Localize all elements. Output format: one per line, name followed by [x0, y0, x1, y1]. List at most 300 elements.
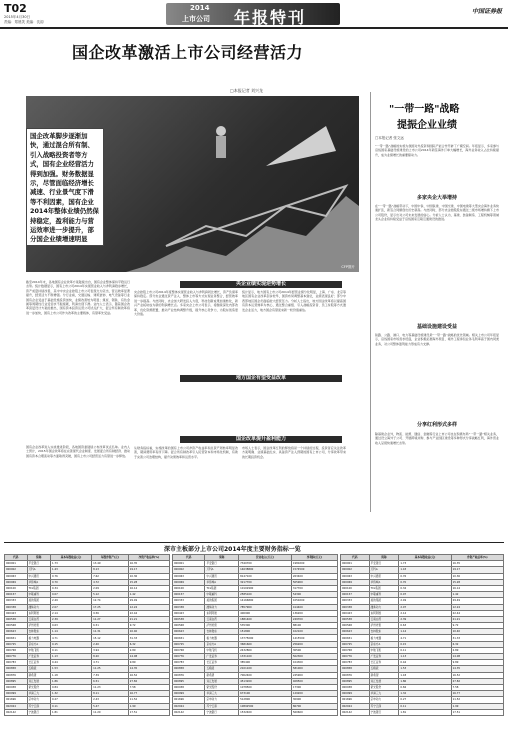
table-cell: 1.81	[399, 709, 451, 715]
col-header: 简称	[369, 555, 399, 561]
table-cell: 30900	[291, 697, 337, 703]
table-cell: 002024	[173, 703, 205, 709]
table-cell: 4.71	[50, 635, 91, 641]
table-cell: 27.82	[451, 678, 503, 684]
section-sub: 上市公司	[182, 15, 210, 23]
table-cell: 000776	[341, 654, 370, 660]
table-cell: 3681600	[239, 641, 292, 647]
table-cell: 000001	[173, 561, 205, 567]
table-cell: 16.35	[451, 561, 503, 567]
table-cell: 1.99	[451, 703, 503, 709]
table-cell: 14.08	[451, 654, 503, 660]
table-cell: 136200	[291, 610, 337, 616]
table-cell: 000725	[173, 641, 205, 647]
lead-col-3: 统计显示，地方国有上市公司2014年经营业绩分化明显，上海、广东、北京等地区国有企业改革起步较早，国资布局调整基本到位，业绩表现良好；部分中西部地区国企仍面临较大经营压力。分析人士指出，地方国企改革将以提高国有资本运营效率为核心，通过整合重组、引入战略投资者、员工持股等方式激发企业活力，地方国企有望迎来新一轮价值重估。	[242, 290, 346, 312]
table-cell: 000725	[5, 641, 28, 647]
table-cell: 000157	[173, 592, 205, 598]
table-cell: 华侨城A	[205, 579, 239, 585]
table-cell: 13775000	[239, 635, 292, 641]
table-cell: 2.43	[92, 697, 129, 703]
page-code: T02	[4, 2, 27, 15]
table-cell: 0.15	[50, 641, 91, 647]
table-cell: 0.11	[399, 647, 451, 653]
table-cell: 0.11	[399, 703, 451, 709]
table-cell: 17.51	[128, 709, 169, 715]
table-cell: 万科A	[205, 567, 239, 573]
table-cell: 京东方A	[27, 641, 50, 647]
table-cell: 000776	[5, 654, 28, 660]
table-cell: 2.07	[399, 604, 451, 610]
table-cell: 宁波银行	[205, 709, 239, 715]
table-cell: 平安银行	[27, 561, 50, 567]
table-cell: 7340700	[239, 561, 292, 567]
table-cell: 000157	[341, 592, 370, 598]
table-cell: 385400	[239, 660, 292, 666]
table-cell: 1.73	[50, 561, 91, 567]
date-line: 2015年4月30日	[4, 15, 31, 19]
table-cell: 吉林敖东	[205, 629, 239, 635]
table-cell: 000333	[173, 598, 205, 604]
lead-subhead-3: 国企改革提升盈利能力	[180, 436, 342, 443]
table-cell: 宁波银行	[27, 709, 50, 715]
table-cell: 19.17	[451, 567, 503, 573]
col-header: 代码	[341, 555, 370, 561]
table-cell: 2.49	[50, 598, 91, 604]
table-cell: 紫光股份	[205, 684, 239, 690]
table-cell: 000538	[341, 616, 370, 622]
table-cell: 1.43	[50, 567, 91, 573]
table-cell: 5.12	[92, 592, 129, 598]
table-cell: 1574500	[291, 567, 337, 573]
table-cell: 263400	[291, 573, 337, 579]
table-cell: 000001	[5, 561, 28, 567]
table-cell: 万科A	[27, 567, 50, 573]
lead-col-1: 截至2014年末，各地国有企业改革方案陆续出台，国有企业整体保持平稳运行态势。统计数据显示，国有上市公司2014年实现营业收入与净利润稳步增长，资产质量持续改善，其中中央企业控股上市公司表现尤为突出，营运效率显著提升，经营活力不断增强。分行业看，交通运输、建筑装饰、电气设备等行业国有企业受益于基础设施投资加快，业绩改善较为明显；煤炭、钢铁、有色金属等周期性行业受需求不振拖累，利润出现下滑。业内人士表示，随着国企改革顶层设计方案的推出，国有资本投资运营公司试点扩大，混合所有制改革将进一步加快，国有上市公司作为改革的主要载体，有望率先受益。	[26, 280, 130, 315]
table-cell: 0.11	[50, 703, 91, 709]
table-cell: 潍柴动力	[205, 604, 239, 610]
table-cell: 000568	[341, 623, 370, 629]
table-cell: 长江证券	[27, 660, 50, 666]
table-cell: 10892500	[239, 703, 292, 709]
table-cell: 0.84	[399, 684, 451, 690]
table-cell: 000938	[341, 684, 370, 690]
table-cell: 0.76	[399, 573, 451, 579]
side-subhead-1: 多家央企大举增持	[375, 195, 499, 202]
table-cell: 2.89	[451, 647, 503, 653]
table-cell: 15.12	[92, 635, 129, 641]
table-cell: 2.49	[399, 598, 451, 604]
table-cell: 22.44	[451, 610, 503, 616]
side-col-3: 铁路、公路、港口、电力等基础设施建设是“一带一路”战略的优先领域。相关上市公司年报显示，沿线国家市场需求旺盛，企业积极拓展海外项目，境外工程承包业务毛利率高于国内同类业务，对公司整体盈利能力形成有力支撑。	[375, 333, 499, 346]
table-title-bar	[4, 542, 504, 553]
table-cell: 8.13	[92, 567, 129, 573]
table-cell: 格力电器	[369, 635, 399, 641]
table-cell: 002024	[5, 703, 28, 709]
table-cell: 11.25	[92, 666, 129, 672]
table-cell: 000651	[5, 635, 28, 641]
side-col-4: 除基建企业外，物流、能源、通信、金融等行业上市公司也在积极布局“一带一路”相关业务，通过设立海外子公司、开展跨境并购、参与产业园区建设等多种形式分享战略红利，海外营业收入呈现快速增长态势。	[375, 432, 499, 445]
table-cell: 0.15	[399, 641, 451, 647]
table-cell: 2.14	[399, 610, 451, 616]
table-cell: 广发证券	[27, 654, 50, 660]
table-cell: 9.89	[128, 660, 169, 666]
table-cell: 2.39	[50, 616, 91, 622]
table-cell: 中航飞机	[205, 647, 239, 653]
table-cell: 000651	[173, 635, 205, 641]
table-cell: 7.58	[128, 684, 169, 690]
table-cell: 9.72	[451, 623, 503, 629]
table-cell: 000768	[5, 647, 28, 653]
table-cell: 000338	[173, 604, 205, 610]
table-cell: 5.47	[92, 703, 129, 709]
table-cell: 华润三九	[369, 691, 399, 697]
table-cell: 001696	[5, 697, 28, 703]
table-cell: 宗申动力	[369, 697, 399, 703]
table-cell: 256200	[291, 641, 337, 647]
table-cell: 2101100	[239, 666, 292, 672]
table-cell: 16.35	[128, 561, 169, 567]
table-cell: 000338	[5, 604, 28, 610]
col-header: 每股净资产(元)	[92, 555, 129, 561]
table-cell: 1.13	[50, 654, 91, 660]
side-column	[370, 92, 503, 512]
table-cell: 000623	[341, 629, 370, 635]
table-cell: 1.81	[50, 709, 91, 715]
table-cell: 中兴通讯	[205, 573, 239, 579]
lower-col-2: 从财务指标看，实施改革的国有上市公司净资产收益率和总资产周转率明显改善，期间费用率有所下降。混合所有制改革引入民营资本和市场化机制，有助于完善公司治理结构，提升决策效率和运营水平。	[134, 446, 238, 459]
table-cell: 000651	[341, 635, 370, 641]
table-cell: 21.21	[128, 616, 169, 622]
table-cell: 505900	[291, 579, 337, 585]
table-cell: 000568	[5, 623, 28, 629]
table-cell: 000002	[173, 567, 205, 573]
table-cell: 1.32	[399, 691, 451, 697]
table-cell: 平安银行	[205, 561, 239, 567]
table-cell: 0.27	[50, 697, 91, 703]
table-cell: 1.18	[50, 672, 91, 678]
table-cell: 宁波银行	[369, 709, 399, 715]
table-cell: 京东方A	[369, 641, 399, 647]
table-cell: 17.25	[92, 604, 129, 610]
table-cell: 30500	[291, 647, 337, 653]
table-cell: 104300	[291, 660, 337, 666]
table-cell: 紫光股份	[369, 684, 399, 690]
table-cell: 000623	[5, 629, 28, 635]
table-cell: 4513200	[239, 678, 292, 684]
table-cell: 001696	[173, 697, 205, 703]
side-subhead-2: 基础设施建设受益	[375, 324, 499, 331]
side-col-2: 在“一带一路”战略带动下，中国中铁、中国铁建、中国交建、中国电建等大型央企海外业务快速扩张，新签合同额创出历史新高。与此同时，部分央企控股股东通过二级市场增持旗下上市公司股份，显示出对公司未来发展的信心。分析人士认为，基建、装备制造、工程机械等领域龙头企业将持续受益于沿线国家互联互通建设的推进。	[375, 204, 499, 222]
table-cell: 88100	[291, 623, 337, 629]
table-row	[173, 709, 338, 715]
table-cell: 2432800	[239, 647, 292, 653]
col-header: 代码	[5, 555, 28, 561]
table-cell: 000063	[173, 573, 205, 579]
table-cell: 000063	[341, 573, 370, 579]
table-cell: 16.52	[128, 672, 169, 678]
table-cell: 1.18	[399, 672, 451, 678]
financial-table-right	[340, 554, 504, 716]
table-cell: 000069	[341, 579, 370, 585]
table-cell: 宗申动力	[205, 697, 239, 703]
table-cell: 000999	[173, 691, 205, 697]
table-cell: 云南白药	[27, 616, 50, 622]
table-cell: 0.63	[399, 623, 451, 629]
table-cell: 22.44	[128, 610, 169, 616]
table-cell: 苏宁云商	[27, 703, 50, 709]
table-cell: 0.76	[50, 573, 91, 579]
table-cell: 1331100	[239, 654, 292, 660]
table-cell: 11.31	[92, 629, 129, 635]
table-cell: 1881400	[239, 616, 292, 622]
col-header: 营业收入(万元)	[239, 555, 292, 561]
table-cell: 苏宁云商	[205, 703, 239, 709]
table-cell: 15.28	[128, 579, 169, 585]
table-cell: 27.82	[128, 678, 169, 684]
table-cell: 3.94	[92, 647, 129, 653]
table-cell: 1.86	[399, 678, 451, 684]
table-cell: 000858	[173, 666, 205, 672]
table-cell: 12.24	[128, 604, 169, 610]
table-cell: 7857900	[239, 604, 292, 610]
table-cell: 1415500	[291, 635, 337, 641]
lower-col-1: 国有企业改革进入实质推进阶段，各地国资委陆续公布改革试点名单。业内人士预计，2015年国企改革将在完善现代企业制度、发展混合所有制经济、推动国有资本合理流动等方面取得突破，国有上市公司经营活力有望进一步释放。	[26, 445, 130, 458]
table-cell: 14.08	[128, 654, 169, 660]
table-cell: 19.17	[128, 567, 169, 573]
table-cell: 11.27	[92, 616, 129, 622]
table-cell: 美的集团	[369, 598, 399, 604]
side-headline-2: 提振企业业绩	[397, 120, 457, 131]
table-cell: 14.35	[451, 666, 503, 672]
table-cell: 华侨城A	[369, 579, 399, 585]
table-cell: 1.99	[128, 703, 169, 709]
table-cell: 000768	[341, 647, 370, 653]
table-cell: 16.77	[451, 691, 503, 697]
table-cell: 17300	[291, 684, 337, 690]
table-cell: 29.49	[451, 598, 503, 604]
table-cell: 华润三九	[27, 691, 50, 697]
table-cell: 000876	[341, 672, 370, 678]
table-cell: 414400	[291, 604, 337, 610]
table-cell: 格力电器	[205, 635, 239, 641]
table-cell: 151800	[239, 629, 292, 635]
table-cell: 000157	[5, 592, 28, 598]
table-cell: 2.40	[92, 641, 129, 647]
table-cell: 2.09	[92, 585, 129, 591]
table-cell: 7.39	[92, 672, 129, 678]
table-cell: 平安银行	[369, 561, 399, 567]
table-cell: 10.40	[451, 629, 503, 635]
financial-table-left	[4, 554, 170, 716]
table-cell: 五粮液	[369, 666, 399, 672]
table-cell: 1.43	[399, 567, 451, 573]
table-cell: 五粮液	[205, 666, 239, 672]
paper-logo: 中国证券报	[471, 8, 502, 15]
table-cell: 6.32	[451, 641, 503, 647]
table-cell: 华侨城A	[27, 579, 50, 585]
table-cell: 潍柴动力	[369, 604, 399, 610]
table-cell: 15.28	[451, 579, 503, 585]
table-cell: 万科A	[369, 567, 399, 573]
table-cell: 广发证券	[205, 654, 239, 660]
table-cell: 16.52	[451, 672, 503, 678]
table-cell: 000001	[341, 561, 370, 567]
table-cell: 0.34	[399, 585, 451, 591]
table-cell: 新希望	[205, 672, 239, 678]
table-cell: 宗申动力	[27, 697, 50, 703]
table-cell: 002024	[341, 703, 370, 709]
table-cell: 000002	[5, 567, 28, 573]
table-cell: 10102900	[239, 585, 292, 591]
table-cell: 000858	[341, 666, 370, 672]
table-cell: 000895	[173, 678, 205, 684]
table-cell: 4.71	[92, 660, 129, 666]
table-cell: 002142	[5, 709, 28, 715]
table-cell: 000999	[341, 691, 370, 697]
photo-credit: CFP图片	[341, 265, 355, 269]
section-banner	[166, 3, 340, 25]
table-cell: 11.20	[92, 709, 129, 715]
table-cell: 东阿阿胶	[205, 610, 239, 616]
col-header: 代码	[173, 555, 205, 561]
table-cell: 000538	[5, 616, 28, 622]
table-cell: 000338	[341, 604, 370, 610]
table-cell: 11.52	[128, 697, 169, 703]
col-header: 简称	[205, 555, 239, 561]
col-header: 基本每股收益(元)	[399, 555, 451, 561]
table-cell: 东阿阿胶	[27, 610, 50, 616]
table-cell: 000776	[173, 654, 205, 660]
lead-headline: 国企改革激活上市公司经营活力	[72, 43, 304, 62]
lead-byline: □本报记者 刘兴龙	[230, 88, 264, 93]
table-cell: 7002400	[239, 672, 292, 678]
table-cell: 000002	[341, 567, 370, 573]
lead-subhead-1: 央企业绩实现逆势增长	[180, 281, 342, 288]
table-cell: 000069	[5, 579, 28, 585]
table-cell: 云南白药	[205, 616, 239, 622]
lead-subhead-2: 地方国企有望受益改革	[180, 375, 342, 382]
table-cell: 双汇发展	[27, 678, 50, 684]
table-cell: 0.44	[399, 660, 451, 666]
table-cell: 000423	[5, 610, 28, 616]
table-cell: 五粮液	[27, 666, 50, 672]
table-cell: 400900	[239, 610, 292, 616]
table-cell: 6.51	[92, 678, 129, 684]
financial-table-wrap	[4, 554, 504, 746]
table-cell: 吉林敖东	[27, 629, 50, 635]
table-cell: 苏宁云商	[369, 703, 399, 709]
editor-line: 责编：郑晨笑 美编：沈韵	[4, 20, 44, 24]
section-title: 年报特刊	[234, 8, 307, 27]
table-cell: 000895	[5, 678, 28, 684]
table-cell: 8147100	[239, 573, 292, 579]
table-cell: 1532400	[239, 709, 292, 715]
table-cell: 1.86	[50, 678, 91, 684]
col-header: 基本每股收益(元)	[50, 555, 91, 561]
table-cell: 双汇发展	[369, 678, 399, 684]
table-cell: 泸州老窖	[205, 623, 239, 629]
table-cell: 000100	[341, 585, 370, 591]
masthead	[0, 0, 508, 28]
table-cell: 000100	[5, 585, 28, 591]
table-cell: 新希望	[27, 672, 50, 678]
table-cell: 14.35	[128, 666, 169, 672]
section-year: 2014	[190, 4, 210, 12]
table-cell: 000938	[173, 684, 205, 690]
table-cell: 1.42	[128, 592, 169, 598]
table-cell: 9.56	[92, 610, 129, 616]
table-cell: 29.49	[128, 598, 169, 604]
table-cell: 格力电器	[27, 635, 50, 641]
table-cell: 3217700	[239, 579, 292, 585]
table-cell: TCL集团	[369, 585, 399, 591]
table-cell: 000423	[341, 610, 370, 616]
table-cell: 2.89	[128, 647, 169, 653]
table-cell: 华润三九	[205, 691, 239, 697]
lead-col-2: 央企控股上市公司2014年度整体实现营业收入与净利润同比增长，资产负债率保持稳定。部分央企通过资产注入、整体上市等方式实现业务整合，经营效率进一步提高。与此同时，央企加大研发投入力度，科技创新成果加速转化，新兴产业板块成为新的利润增长点。多家央企上市公司表示，将继续深化内部改革，优化资源配置，推动产业结构调整升级，提升核心竞争力，为股东创造更大价值。	[134, 290, 238, 317]
table-cell: 美的集团	[27, 598, 50, 604]
table-cell: 中联重科	[27, 592, 50, 598]
table-cell: 000069	[173, 579, 205, 585]
table-cell: 000623	[173, 629, 205, 635]
table-cell: 长江证券	[369, 660, 399, 666]
table-cell: 000333	[341, 598, 370, 604]
lower-col-3: 市场人士表示，国企改革红利的释放将是一个持续的过程，投资者应关注改革方案明确、业绩基础扎实、具备资产注入预期的国有上市公司，分享改革带来的长期投资机会。	[242, 446, 346, 459]
table-title: 深市主板部分上市公司2014年度主要财务指标一览	[164, 546, 301, 553]
table-cell: 广发证券	[369, 654, 399, 660]
table-cell: 10.36	[128, 573, 169, 579]
table-cell: 9.72	[128, 623, 169, 629]
table-cell: 000538	[173, 616, 205, 622]
table-cell: 000783	[173, 660, 205, 666]
table-cell: 31.33	[451, 635, 503, 641]
table-cell: 000100	[173, 585, 205, 591]
table-cell: 000423	[173, 610, 205, 616]
table-cell: 001696	[341, 697, 370, 703]
table-cell: 002142	[173, 709, 205, 715]
table-cell: 000725	[341, 641, 370, 647]
table-cell: 7.58	[451, 684, 503, 690]
table-cell: 6.51	[92, 623, 129, 629]
table-cell: 中兴通讯	[369, 573, 399, 579]
financial-table-mid	[172, 554, 338, 716]
table-cell: 中兴通讯	[27, 573, 50, 579]
table-cell: 17.51	[451, 709, 503, 715]
table-cell: 54300	[291, 592, 337, 598]
table-cell: 0.70	[399, 579, 451, 585]
table-cell: 560600	[291, 709, 337, 715]
col-header: 净资产收益率(%)	[451, 555, 503, 561]
table-cell: 0.34	[50, 585, 91, 591]
table-cell: 002142	[341, 709, 370, 715]
table-cell: 11.23	[92, 684, 129, 690]
table-cell: 云南白药	[369, 616, 399, 622]
table-cell: 0.11	[50, 647, 91, 653]
table-cell: 14166800	[239, 598, 292, 604]
table-cell: 0.07	[50, 592, 91, 598]
table-cell: 000333	[5, 598, 28, 604]
table-cell: 14638800	[239, 567, 292, 573]
table-cell: 535300	[239, 623, 292, 629]
table-cell: 000858	[5, 666, 28, 672]
table-row	[341, 709, 504, 715]
table-cell: TCL集团	[205, 585, 239, 591]
table-cell: 16.14	[451, 585, 503, 591]
table-cell: 13.49	[92, 561, 129, 567]
table-cell: 000999	[5, 691, 28, 697]
table-cell: 12.24	[451, 604, 503, 610]
table-cell: 0.63	[50, 623, 91, 629]
